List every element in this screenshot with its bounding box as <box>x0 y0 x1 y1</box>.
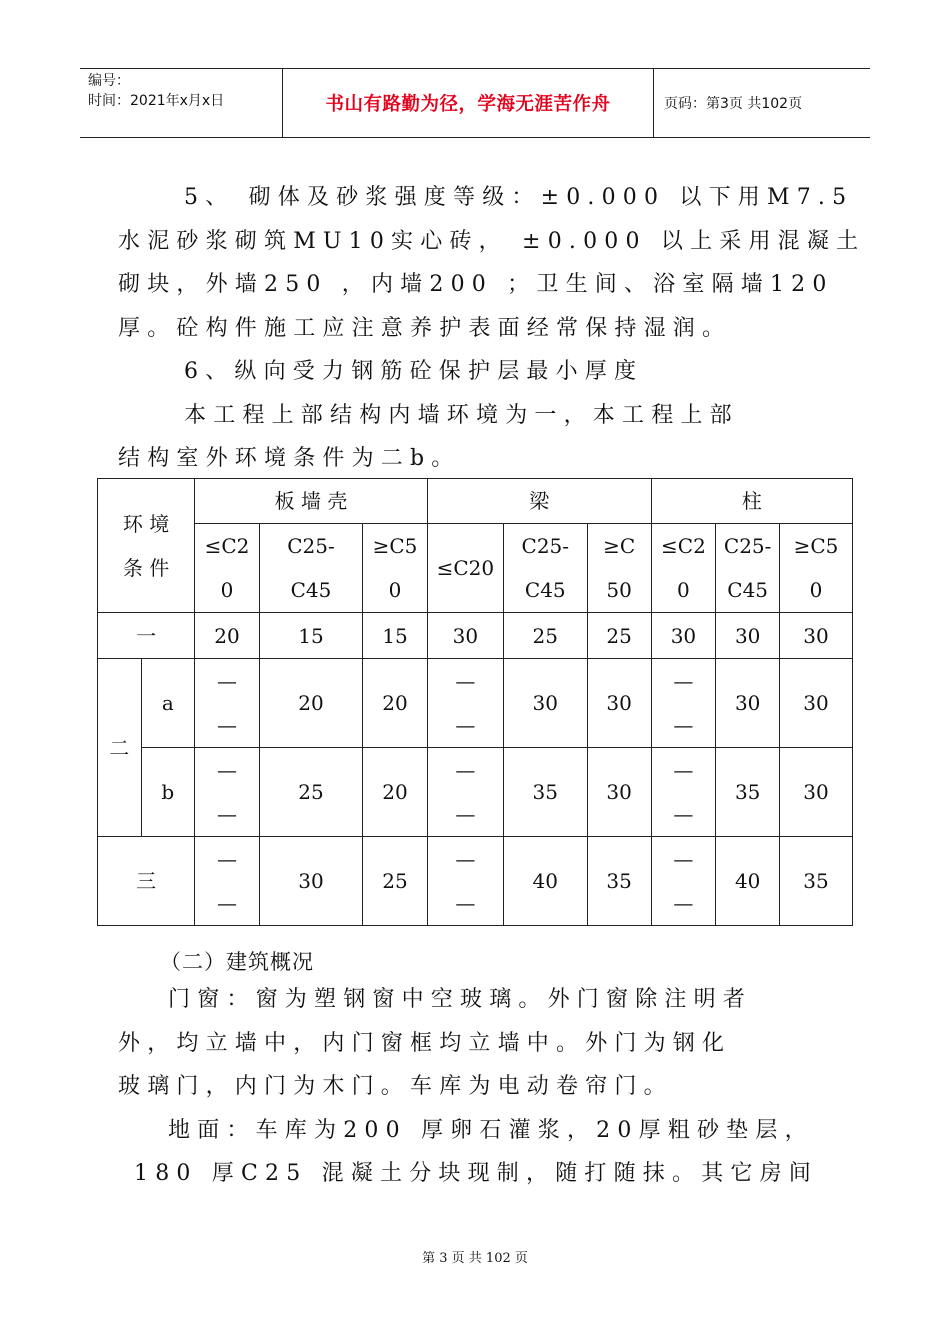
table-cell: 30 <box>780 659 853 748</box>
row-group-label: 二 <box>98 659 142 837</box>
table-cell: 25 <box>587 613 651 659</box>
table-cell: 20 <box>195 613 260 659</box>
sub-header: C25- C45 <box>259 524 362 613</box>
sub-header: C25- C45 <box>503 524 587 613</box>
group-header: 柱 <box>651 479 852 524</box>
number-label: 编号： <box>88 73 130 89</box>
table-cell: 35 <box>716 748 780 837</box>
table-cell: 20 <box>363 659 428 748</box>
table-cell: 35 <box>587 837 651 926</box>
table-cell: 30 <box>587 659 651 748</box>
para-line: 结构室外环境条件为二b。 <box>118 446 461 471</box>
para-line: 本工程上部结构内墙环境为一，本工程上部 <box>184 402 739 428</box>
para-line: 180 厚C25 混凝土分块现制，随打随抹。其它房间 <box>134 1161 819 1186</box>
sub-header: ≥C5 0 <box>363 524 428 613</box>
header-motto-cell <box>282 69 654 137</box>
table-row <box>98 748 853 837</box>
table-cell: 35 <box>503 748 587 837</box>
row-label: 一 <box>98 613 195 659</box>
para-line: 水泥砂浆砌筑MU10实心砖， ±0.000 以上采用混凝土 <box>118 228 866 254</box>
para-line: 砌块，外墙250 ，内墙200 ；卫生间、浴室隔墙120 <box>118 272 834 297</box>
env-header <box>98 479 195 613</box>
table-cell: 30 <box>780 748 853 837</box>
table-cell: 40 <box>716 837 780 926</box>
table-cell: 15 <box>259 613 362 659</box>
row-label: b <box>141 748 195 837</box>
time-label: 时间：2021年x月x日 <box>88 93 225 109</box>
table-cell: 30 <box>587 748 651 837</box>
group-header: 板 墙 壳 <box>195 479 428 524</box>
env-header-text: 环 境 条 件 <box>122 511 170 580</box>
table-cell: — — <box>651 837 716 926</box>
table-cell: — — <box>427 837 503 926</box>
table-cell: 25 <box>259 748 362 837</box>
table-cell: 40 <box>503 837 587 926</box>
table-cell: 30 <box>259 837 362 926</box>
table-cell: 30 <box>503 659 587 748</box>
table-cell: 30 <box>427 613 503 659</box>
paragraph-architecture <box>118 978 838 1196</box>
section-heading: （二）建筑概况 <box>160 950 314 974</box>
para-line: 外，均立墙中，内门窗框均立墙中。外门为钢化 <box>118 1030 732 1056</box>
table-row <box>98 837 853 926</box>
page-header <box>80 68 870 138</box>
para-line: 厚。砼构件施工应注意养护表面经常保持湿润。 <box>118 315 732 341</box>
paragraph-materials <box>118 176 866 481</box>
sub-header: ≥C 50 <box>587 524 651 613</box>
row-label: 三 <box>98 837 195 926</box>
sub-header: ≥C5 0 <box>780 524 853 613</box>
table-cell: 30 <box>716 659 780 748</box>
sub-header: ≤C20 <box>427 524 503 613</box>
group-header: 梁 <box>427 479 651 524</box>
table-cell: 30 <box>780 613 853 659</box>
table-cell: 30 <box>716 613 780 659</box>
table-cell: — — <box>427 748 503 837</box>
table-cell: 30 <box>651 613 716 659</box>
sub-header: C25- C45 <box>716 524 780 613</box>
sub-header: ≤C2 0 <box>651 524 716 613</box>
table-cell: — — <box>651 659 716 748</box>
table-cell: 25 <box>363 837 428 926</box>
para-line: 5、 砌体及砂浆强度等级：±0.000 以下用M7.5 <box>184 185 854 210</box>
table-cell: 35 <box>780 837 853 926</box>
header-left <box>80 69 282 137</box>
table-cell: 20 <box>259 659 362 748</box>
para-line: 地面：车库为200 厚卵石灌浆，20厚粗砂垫层， <box>168 1117 814 1143</box>
table-cell: 15 <box>363 613 428 659</box>
table-row <box>98 613 853 659</box>
cover-thickness-table <box>97 478 853 926</box>
para-line: 6、纵向受力钢筋砼保护层最小厚度 <box>184 359 644 384</box>
table-cell: — — <box>651 748 716 837</box>
row-label: a <box>141 659 195 748</box>
table-cell: 20 <box>363 748 428 837</box>
table-cell: — — <box>195 748 260 837</box>
header-page-info: 页码：第3页 共102页 <box>664 96 803 112</box>
table-cell: 25 <box>503 613 587 659</box>
table-cell: — — <box>195 659 260 748</box>
motto: 书山有路勤为径，学海无涯苦作舟 <box>325 94 611 115</box>
sub-header: ≤C2 0 <box>195 524 260 613</box>
table-cell: — — <box>195 837 260 926</box>
para-line: 玻璃门，内门为木门。车库为电动卷帘门。 <box>118 1074 673 1099</box>
table-cell: — — <box>427 659 503 748</box>
para-line: 门窗：窗为塑钢窗中空玻璃。外门窗除注明者 <box>168 987 753 1012</box>
page-footer: 第 3 页 共 102 页 <box>422 1251 528 1266</box>
table-row <box>98 659 853 748</box>
